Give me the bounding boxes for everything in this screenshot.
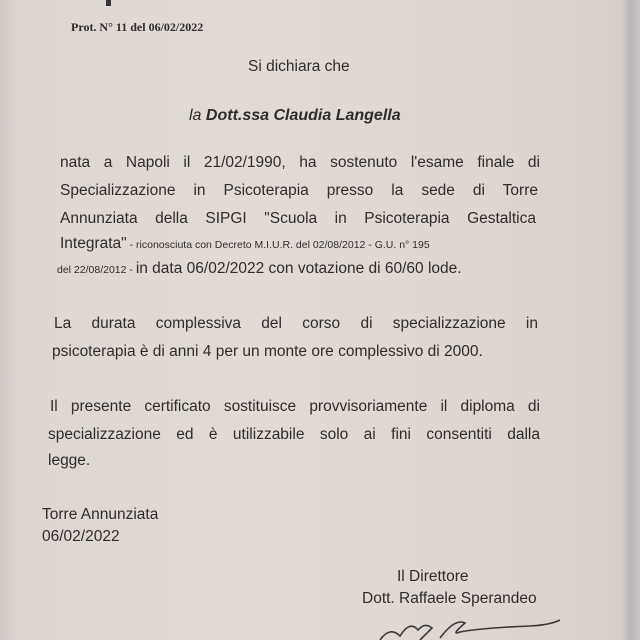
- recipient: [189, 107, 401, 125]
- p1-line4: [60, 235, 430, 254]
- p1-line5: [57, 260, 462, 279]
- intro-text: Si dichiara che: [248, 58, 350, 75]
- p3-line2: specializzazione ed è utilizzabile solo ai fini consentiti dalla: [48, 426, 540, 443]
- p1-line2: Specializzazione in Psicoterapia presso la sede di Torre: [60, 182, 538, 199]
- date: 06/02/2022: [42, 528, 120, 545]
- recipient-prefix: la: [189, 107, 202, 124]
- p3-line3: legge.: [48, 452, 91, 469]
- handwritten-signature: [370, 608, 570, 640]
- letterhead-fragment: [106, 0, 111, 6]
- p2-line1: La durata complessiva del corso di specializzazione in: [54, 315, 538, 332]
- signatory-name: Dott. Raffaele Sperandeo: [362, 590, 537, 607]
- p3-line1: Il presente certificato sostituisce provvisoriamente il diploma di: [50, 398, 540, 415]
- protocol-number: Prot. N° 11 del 06/02/2022: [71, 20, 204, 34]
- recipient-name: Dott.ssa Claudia Langella: [205, 107, 401, 124]
- p1-line5-main: in data 06/02/2022 con votazione di 60/60 lode.: [135, 260, 462, 277]
- p1-line5-small: del 22/08/2012 -: [57, 264, 136, 276]
- p1-line1: nata a Napoli il 21/02/1990, ha sostenuto l'esame finale di: [60, 154, 540, 171]
- p1-line4-main: Integrata": [60, 235, 127, 252]
- signatory-title: Il Direttore: [397, 568, 469, 585]
- p1-line4-small: - riconosciuta con Decreto M.I.U.R. del 02/08/2012 - G.U. n° 195: [126, 239, 430, 251]
- p2-line2: psicoterapia è di anni 4 per un monte ore complessivo di 2000.: [52, 343, 483, 360]
- p1-line3: Annunziata della SIPGI "Scuola in Psicoterapia Gestaltica: [60, 210, 536, 227]
- place: Torre Annunziata: [42, 506, 159, 523]
